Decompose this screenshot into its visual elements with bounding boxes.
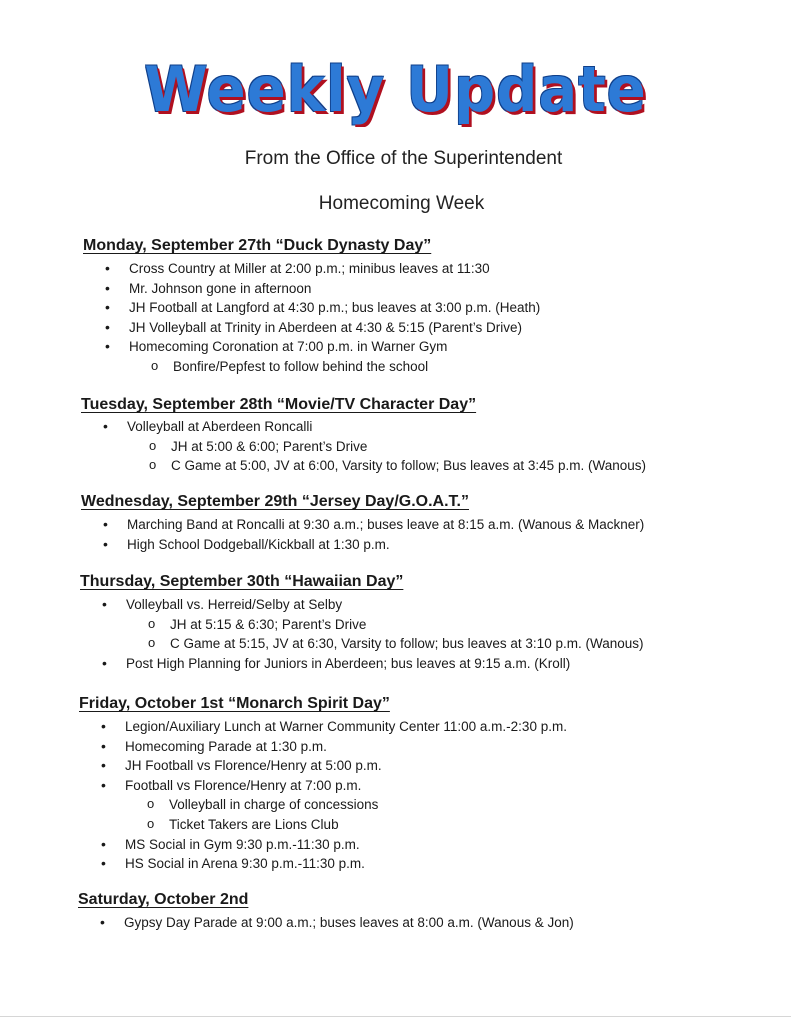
sub-list-item: o C Game at 5:00, JV at 6:00, Varsity to follow; Bus leaves at 3:45 p.m. (Wanous): [81, 456, 771, 476]
list-item: • Volleyball at Aberdeen Roncalli: [81, 417, 771, 437]
list-item: • Homecoming Parade at 1:30 p.m.: [79, 737, 769, 757]
day-heading: Monday, September 27th “Duck Dynasty Day”: [83, 237, 432, 254]
sub-list-item: o Volleyball in charge of concessions: [79, 795, 769, 815]
day-section-thursday: [80, 572, 770, 673]
page-edge-line: [0, 1016, 791, 1017]
sub-list-item: o JH at 5:00 & 6:00; Parent’s Drive: [81, 437, 771, 457]
list-item: • Mr. Johnson gone in afternoon: [83, 279, 763, 299]
list-item: • Cross Country at Miller at 2:00 p.m.; minibus leaves at 11:30: [83, 259, 763, 279]
list-item: • Post High Planning for Juniors in Aberdeen; bus leaves at 9:15 a.m. (Kroll): [80, 654, 770, 674]
list-item: • Legion/Auxiliary Lunch at Warner Community Center 11:00 a.m.-2:30 p.m.: [79, 717, 769, 737]
page-title: Weekly Update: [144, 53, 647, 126]
list-item: • JH Football at Langford at 4:30 p.m.; bus leaves at 3:00 p.m. (Heath): [83, 298, 763, 318]
sub-list-item: o Ticket Takers are Lions Club: [79, 815, 769, 835]
list-item: • Homecoming Coronation at 7:00 p.m. in Warner Gym: [83, 337, 763, 357]
sub-list-item: o C Game at 5:15, JV at 6:30, Varsity to follow; bus leaves at 3:10 p.m. (Wanous): [80, 634, 770, 654]
list-item: • Marching Band at Roncalli at 9:30 a.m.; buses leave at 8:15 a.m. (Wanous & Mackner): [81, 515, 771, 535]
list-item: • Volleyball vs. Herreid/Selby at Selby: [80, 595, 770, 615]
sub-list-item: o JH at 5:15 & 6:30; Parent’s Drive: [80, 615, 770, 635]
event-list: [79, 717, 769, 874]
day-heading: Tuesday, September 28th “Movie/TV Character Day”: [81, 396, 477, 413]
day-heading: Thursday, September 30th “Hawaiian Day”: [80, 573, 404, 590]
list-item: • MS Social in Gym 9:30 p.m.-11:30 p.m.: [79, 835, 769, 855]
list-item: • JH Volleyball at Trinity in Aberdeen at 4:30 & 5:15 (Parent’s Drive): [83, 318, 763, 338]
day-section-wednesday: [81, 492, 771, 554]
list-item: • Football vs Florence/Henry at 7:00 p.m.: [79, 776, 769, 796]
event-list: [81, 515, 771, 554]
list-item: • High School Dodgeball/Kickball at 1:30 p.m.: [81, 535, 771, 555]
office-subtitle: From the Office of the Superintendent: [244, 148, 563, 169]
week-subtitle: Homecoming Week: [318, 193, 485, 214]
event-list: [83, 259, 763, 377]
day-heading: Friday, October 1st “Monarch Spirit Day”: [79, 695, 390, 712]
day-section-saturday: [78, 890, 768, 933]
list-item: • HS Social in Arena 9:30 p.m.-11:30 p.m.: [79, 854, 769, 874]
day-heading: Wednesday, September 29th “Jersey Day/G.O.A.T.”: [81, 493, 469, 510]
event-list: [81, 417, 771, 476]
event-list: [78, 913, 768, 933]
sub-list-item: o Bonfire/Pepfest to follow behind the school: [83, 357, 763, 377]
event-list: [80, 595, 770, 673]
day-section-monday: [83, 236, 763, 377]
day-section-tuesday: [81, 395, 771, 476]
day-heading: Saturday, October 2nd: [78, 891, 249, 908]
list-item: • JH Football vs Florence/Henry at 5:00 p.m.: [79, 756, 769, 776]
day-section-friday: [79, 694, 769, 874]
list-item: • Gypsy Day Parade at 9:00 a.m.; buses leaves at 8:00 a.m. (Wanous & Jon): [78, 913, 768, 933]
